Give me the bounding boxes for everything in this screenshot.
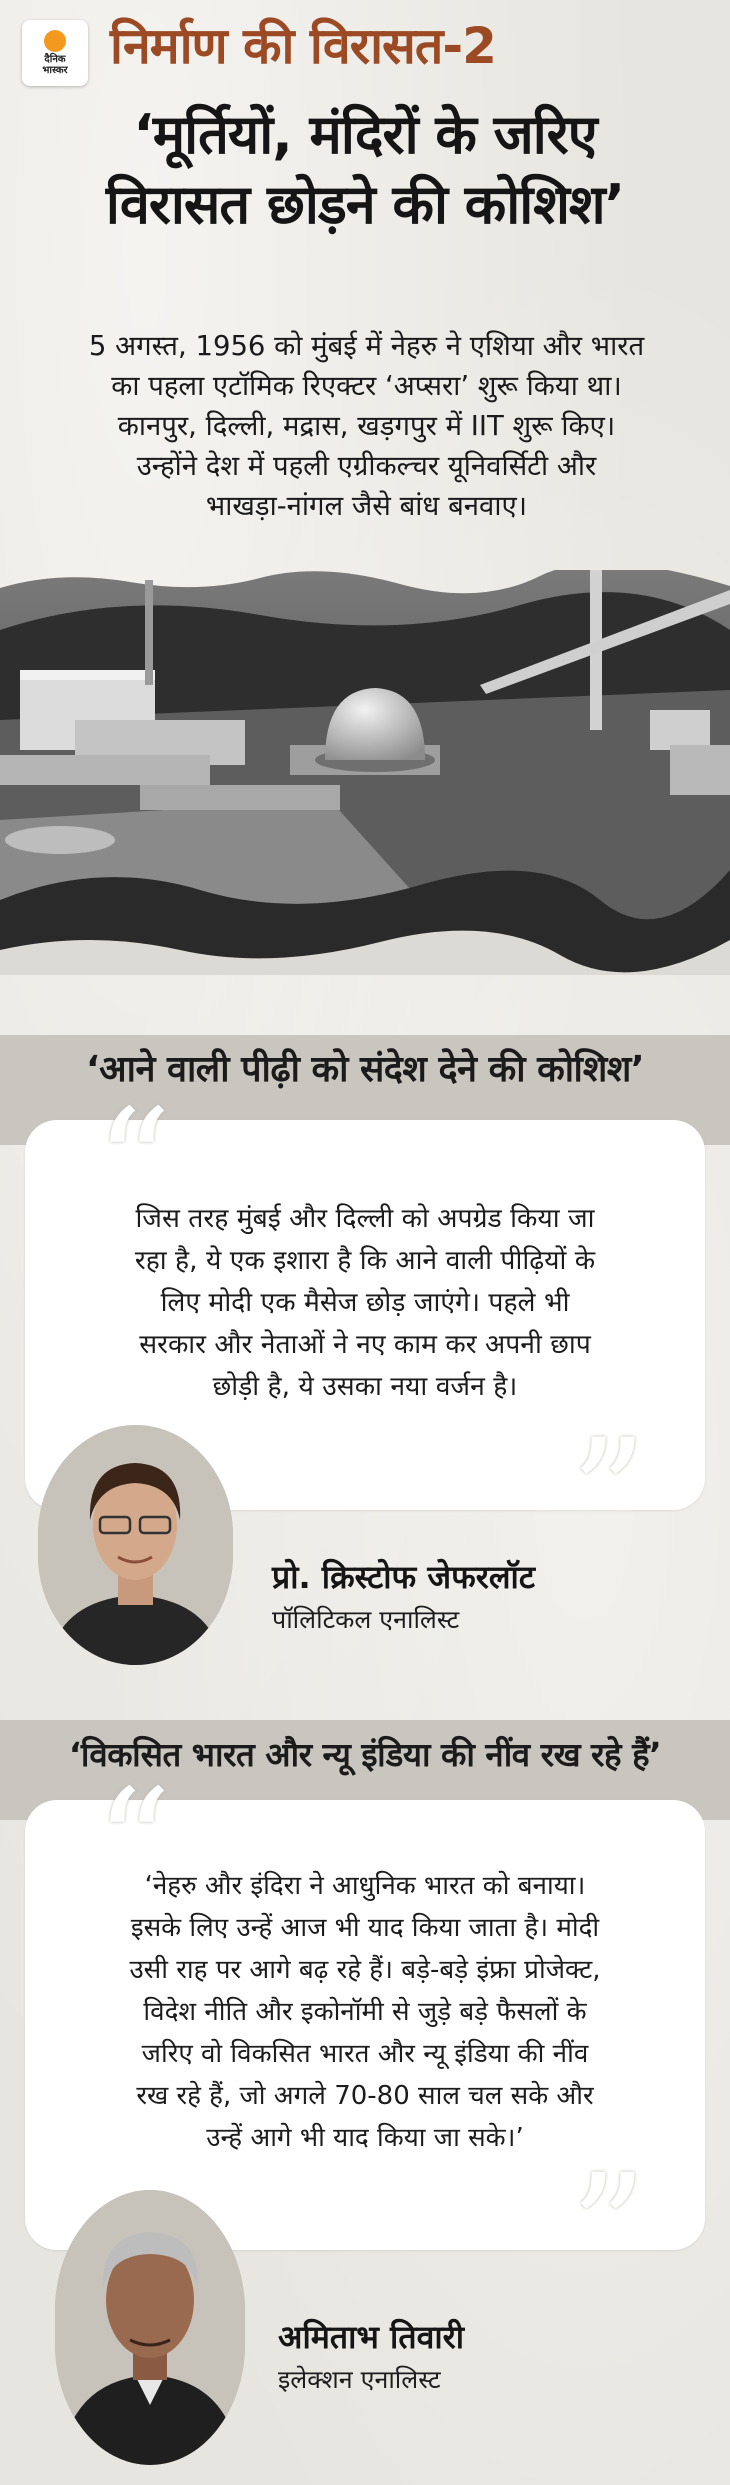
intro-line: कानपुर, दिल्ली, मद्रास, खड़गपुर में IIT शुरू किए। xyxy=(117,410,616,442)
quote2-heading: ‘विकसित भारत और न्यू इंडिया की नींव रख रहे हैं’ xyxy=(68,1735,662,1774)
intro-line: 5 अगस्त, 1956 को मुंबई में नेहरु ने एशिया और भारत xyxy=(88,330,645,362)
quote2-line: उसी राह पर आगे बढ़ रहे हैं। बड़े-बड़े इंफ्रा प्रोजेक्ट, xyxy=(129,1955,601,1985)
reactor-photo xyxy=(0,570,730,975)
quote2-line: जरिए वो विकसित भारत और न्यू इंडिया की नींव xyxy=(141,2039,589,2069)
quote1-line: लिए मोदी एक मैसेज छोड़ जाएंगे। पहले भी xyxy=(160,1287,570,1318)
intro-line: भाखड़ा-नांगल जैसे बांध बनवाए। xyxy=(205,490,528,522)
close-quote-icon: ” xyxy=(570,1408,647,1582)
quote1-line: रहा है, ये एक इशारा है कि आने वाली पीढ़ियों के xyxy=(134,1245,596,1276)
header xyxy=(0,0,730,295)
avatar-portrait xyxy=(55,2190,245,2465)
logo-text-line1: दैनिक xyxy=(44,54,66,65)
quote1-line: जिस तरह मुंबई और दिल्ली को अपग्रेड किया जा xyxy=(135,1203,595,1234)
quote2-line: इसके लिए उन्हें आज भी याद किया जाता है। मोदी xyxy=(130,1913,600,1943)
quote1-person-name: प्रो. क्रिस्टोफ जेफरलॉट xyxy=(272,1558,535,1596)
quote2-person-name: अमिताभ तिवारी xyxy=(278,2318,465,2356)
page-title xyxy=(0,100,730,240)
quote1-line: छोड़ी है, ये उसका नया वर्जन है। xyxy=(212,1371,518,1402)
quote2-person-role: इलेक्शन एनालिस्ट xyxy=(278,2365,441,2394)
quote1-line: सरकार और नेताओं ने नए काम कर अपनी छाप xyxy=(139,1329,591,1360)
quote2-line: उन्हें आगे भी याद किया जा सके।’ xyxy=(206,2123,524,2153)
logo-text xyxy=(42,55,67,76)
quote1-person-role: पॉलिटिकल एनालिस्ट xyxy=(272,1605,460,1634)
intro-paragraph xyxy=(24,326,709,526)
intro-line: उन्होंने देश में पहली एग्रीकल्चर यूनिवर्सिटी और xyxy=(136,450,597,482)
logo-text-line2: भास्कर xyxy=(42,64,68,76)
quote2-line: ‘नेहरु और इंदिरा ने आधुनिक भारत को बनाया। xyxy=(144,1871,586,1901)
quote2-text xyxy=(45,1865,685,2159)
dainik-bhaskar-logo-icon xyxy=(22,20,88,86)
quote2-line: रख रहे हैं, जो अगले 70-80 साल चल सके और xyxy=(136,2081,594,2111)
reactor-photo-illustration xyxy=(0,570,730,975)
quote1-heading: ‘आने वाली पीढ़ी को संदेश देने की कोशिश’ xyxy=(85,1049,645,1090)
intro-line: का पहला एटॉमिक रिएक्टर ‘अप्सरा’ शुरू किया था। xyxy=(111,370,622,402)
page-title-line1: ‘मूर्तियों, मंदिरों के जरिए xyxy=(133,103,597,166)
logo-sun-icon xyxy=(44,30,66,52)
avatar xyxy=(38,1425,233,1665)
open-quote-icon: “ xyxy=(95,1078,172,1252)
page-title-line2: विरासत छोड़ने की कोशिश’ xyxy=(105,173,625,236)
quote2-line: विदेश नीति और इकोनॉमी से जुड़े बड़े फैसलों के xyxy=(143,1997,587,2027)
avatar xyxy=(55,2190,245,2465)
quote1-text xyxy=(55,1198,675,1408)
open-quote-icon: “ xyxy=(95,1758,172,1932)
avatar-portrait xyxy=(38,1425,233,1665)
series-title: निर्माण की विरासत-2 xyxy=(110,17,496,75)
close-quote-icon: ” xyxy=(570,2143,647,2317)
